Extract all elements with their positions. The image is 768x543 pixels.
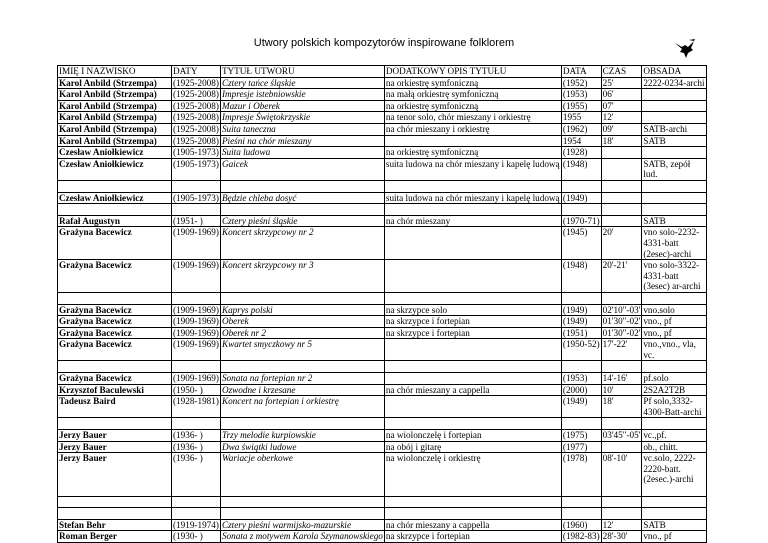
work-duration — [601, 147, 642, 159]
work-title: Cztery tańce śląskie — [220, 77, 384, 89]
work-title: Sonata z motywem Karola Szymanowskiego — [221, 531, 383, 542]
table-row — [58, 158, 707, 180]
composer-name: Grażyna Bacewicz — [58, 260, 172, 293]
composer-dates: (1909-1969) — [173, 316, 219, 327]
work-description: na orkiestrę symfoniczną — [384, 100, 561, 112]
spacer-cell — [384, 292, 561, 304]
work-scoring: SATB — [642, 215, 707, 227]
work-duration: 08'-10' — [601, 453, 642, 496]
table-row — [58, 519, 707, 531]
work-title: Kaprys polski — [220, 304, 384, 316]
work-scoring: vno solo-2232-4331-batt (2esec)-archi — [642, 227, 707, 260]
work-scoring: vno.solo — [642, 304, 707, 316]
work-duration: 03'45"-05' — [602, 430, 641, 441]
work-year: (1952) — [561, 77, 601, 89]
spacer-cell — [58, 496, 172, 508]
work-description: na wiolonczelę i fortepian — [384, 430, 561, 442]
spacer-cell — [384, 180, 561, 192]
work-year: (1960) — [561, 519, 601, 531]
table-row — [58, 327, 707, 339]
spacer-cell — [561, 361, 601, 373]
work-scoring — [642, 100, 707, 112]
work-duration — [601, 158, 642, 180]
work-scoring: vno.,vno., vla, vc. — [642, 339, 707, 361]
work-description: na chór mieszany a cappella — [384, 384, 561, 396]
work-title: Suita ludowa — [220, 147, 384, 159]
spacer-cell — [58, 180, 172, 192]
work-year: (1948) — [561, 260, 601, 293]
work-scoring — [642, 192, 707, 204]
spacer-cell — [58, 204, 172, 216]
composer-name: Grażyna Bacewicz — [58, 227, 172, 260]
work-scoring: pf.solo — [642, 373, 707, 385]
table-row — [58, 123, 707, 135]
work-description: na skrzypce i fortepian — [384, 316, 561, 328]
spacer-cell — [642, 508, 707, 520]
composer-name: Czesław Aniołkiewicz — [58, 147, 172, 159]
work-title: Cztery pieśni warmijsko-mazurskie — [220, 519, 384, 531]
page-title: Utwory polskich kompozytorów inspirowane folklorem — [253, 37, 515, 49]
header-time: CZAS — [601, 66, 642, 78]
work-duration: 14'-16' — [601, 373, 642, 385]
table-row — [58, 89, 707, 101]
composer-dates: (1909-1969) — [173, 327, 219, 338]
work-description: na skrzypce i fortepian — [384, 327, 561, 339]
spacer-cell — [220, 418, 384, 430]
work-year: (1949) — [561, 316, 601, 328]
table-row — [58, 453, 707, 496]
table-row — [58, 531, 707, 543]
work-year: (1949) — [561, 396, 601, 418]
work-year: (1982-83) — [562, 531, 600, 542]
composer-dates: (1925-2008) — [173, 135, 219, 146]
work-year: (1948) — [561, 158, 601, 180]
work-description: na chór mieszany i orkiestrę — [384, 123, 561, 135]
work-duration: 12' — [601, 519, 642, 531]
spacer-cell — [601, 508, 642, 520]
work-duration: 01'30"-02' — [602, 316, 641, 327]
work-duration: 18' — [601, 396, 642, 418]
table-row — [58, 135, 707, 147]
work-title: Kwartet smyczkowy nr 5 — [220, 339, 384, 361]
composer-name: Grażyna Bacewicz — [58, 339, 172, 361]
composer-dates: (1909-1969) — [172, 260, 221, 293]
spacer-cell — [642, 204, 707, 216]
work-year: (1978) — [561, 453, 601, 496]
work-title: Sonata na fortepian nr 2 — [220, 373, 384, 385]
spacer-cell — [561, 496, 601, 508]
work-duration: 02'10"-03' — [602, 304, 641, 315]
spacer-cell — [384, 496, 561, 508]
header-description: DODATKOWY OPIS TYTUŁU — [384, 66, 561, 78]
work-year: (1951) — [561, 327, 601, 339]
work-description: suita ludowa na chór mieszany i kapelę ludową — [385, 192, 560, 203]
work-duration: 20'-21' — [601, 260, 642, 293]
work-duration: 07' — [601, 100, 642, 112]
composer-name: Grażyna Bacewicz — [58, 373, 172, 385]
work-duration: 17'-22' — [601, 339, 642, 361]
work-title: Koncert skrzypcowy nr 3 — [220, 260, 384, 293]
table-row — [58, 304, 707, 316]
composer-dates: (1909-1969) — [172, 227, 221, 260]
work-title: Suita taneczna — [220, 123, 384, 135]
spacer-cell — [58, 418, 172, 430]
work-scoring: vno., pf — [642, 327, 707, 339]
header-dates: DATY — [172, 66, 221, 78]
work-year: (1962) — [561, 123, 601, 135]
spacer-cell — [58, 292, 172, 304]
work-description — [384, 260, 561, 293]
work-year: (1975) — [561, 430, 601, 442]
work-year: (1949) — [561, 192, 601, 204]
spacer-cell — [601, 292, 642, 304]
work-duration: 09' — [601, 123, 642, 135]
spacer-cell — [561, 180, 601, 192]
work-description: na małą orkiestrę symfoniczną — [384, 89, 561, 101]
work-description: suita ludowa na chór mieszany i kapelę ludową — [384, 158, 561, 180]
work-scoring — [642, 112, 707, 124]
spacer-cell — [172, 508, 221, 520]
table-row — [58, 339, 707, 361]
composer-name: Krzysztof Baculewski — [58, 384, 172, 396]
spacer-cell — [220, 508, 384, 520]
work-year: (1950-52) — [561, 339, 601, 361]
spacer-cell — [601, 204, 642, 216]
spacer-cell — [384, 361, 561, 373]
spacer-row — [58, 496, 707, 508]
composer-dates: (1950- ) — [172, 384, 221, 396]
spacer-cell — [172, 180, 221, 192]
spacer-cell — [58, 508, 172, 520]
composer-dates: (1925-2008) — [173, 123, 219, 134]
work-title: Ozwodne i krzesane — [220, 384, 384, 396]
work-year: (1945) — [561, 227, 601, 260]
spacer-cell — [601, 418, 642, 430]
composer-name: Jerzy Bauer — [58, 441, 172, 453]
spacer-row — [58, 180, 707, 192]
work-scoring: Pf solo,3332-4300-Batt-archi — [642, 396, 707, 418]
work-scoring: 2S2A2T2B — [642, 384, 707, 396]
composer-name: Tadeusz Baird — [58, 396, 172, 418]
spacer-cell — [561, 508, 601, 520]
composer-dates: (1928-1981) — [172, 396, 221, 418]
work-scoring: 2222-0234-archi — [642, 77, 707, 89]
work-scoring: SATB — [642, 135, 707, 147]
composer-name: Karol Anbild (Strzempa) — [58, 123, 172, 135]
header-scoring: OBSADA — [642, 66, 707, 78]
spacer-row — [58, 508, 707, 520]
work-description: na obój i gitarę — [384, 441, 561, 453]
composer-name: Karol Anbild (Strzempa) — [58, 77, 172, 89]
work-year: (1949) — [561, 304, 601, 316]
work-scoring: ob., chitt. — [642, 441, 707, 453]
table-row — [58, 215, 707, 227]
composer-name: Grażyna Bacewicz — [58, 316, 172, 328]
work-duration: 10' — [601, 384, 642, 396]
work-description: na skrzypce solo — [384, 304, 561, 316]
work-scoring — [642, 89, 707, 101]
table-row — [58, 430, 707, 442]
composer-name: Grażyna Bacewicz — [58, 304, 172, 316]
work-year: 1954 — [561, 135, 601, 147]
work-title: Impresje Świętokrzyskie — [220, 112, 384, 124]
table-row — [58, 100, 707, 112]
spacer-cell — [642, 361, 707, 373]
spacer-cell — [172, 204, 221, 216]
work-year: (1953) — [561, 89, 601, 101]
spacer-cell — [642, 496, 707, 508]
work-scoring: vno solo-3322-4331-batt (3esec) ar-archi — [642, 260, 707, 293]
table-row — [58, 77, 707, 89]
composer-dates: (1951- ) — [172, 215, 221, 227]
work-scoring: vc.solo, 2222-2220-batt.(2esec.)-archi — [642, 453, 707, 496]
work-year: (1970-71) — [562, 215, 600, 226]
composer-dates: (1936- ) — [172, 441, 221, 453]
work-duration: 01'30"-02' — [602, 327, 641, 338]
work-duration: 28'-30' — [601, 531, 642, 543]
composer-name: Karol Anbild (Strzempa) — [58, 135, 172, 147]
composer-dates: (1905-1973) — [173, 147, 219, 158]
composer-dates: (1919-1974) — [173, 519, 219, 530]
composer-dates: (1925-2008) — [173, 89, 219, 100]
work-description — [384, 396, 561, 418]
table-row — [58, 316, 707, 328]
work-description: na orkiestrę symfoniczną — [384, 77, 561, 89]
composers-table — [57, 65, 707, 543]
work-title: Koncert skrzypcowy nr 2 — [220, 227, 384, 260]
work-year: (1977) — [561, 441, 601, 453]
work-duration: 18' — [601, 135, 642, 147]
work-duration: 06' — [601, 89, 642, 101]
spacer-cell — [172, 292, 221, 304]
spacer-row — [58, 418, 707, 430]
work-description — [384, 227, 561, 260]
spacer-cell — [220, 292, 384, 304]
spacer-cell — [384, 204, 561, 216]
work-scoring: SATB-archi — [642, 123, 707, 135]
spacer-cell — [220, 204, 384, 216]
spacer-cell — [561, 204, 601, 216]
spacer-cell — [601, 361, 642, 373]
work-description: na chór mieszany a cappella — [384, 519, 561, 531]
table-row — [58, 441, 707, 453]
work-title: Cztery pieśni śląskie — [220, 215, 384, 227]
composer-dates: (1905-1973) — [172, 158, 221, 180]
work-scoring: SATB — [642, 519, 707, 531]
work-duration: 25' — [601, 77, 642, 89]
composer-dates: (1925-2008) — [173, 112, 219, 123]
work-scoring: SATB, zepół lud. — [642, 158, 707, 180]
work-year: 1955 — [561, 112, 601, 124]
spacer-cell — [642, 418, 707, 430]
composer-name: Roman Berger — [58, 531, 172, 543]
composer-name: Karol Anbild (Strzempa) — [58, 112, 172, 124]
work-title: Oberek — [220, 316, 384, 328]
composer-dates: (1925-2008) — [173, 100, 219, 111]
work-year: (1953) — [561, 373, 601, 385]
work-year: (2000) — [561, 384, 601, 396]
spacer-cell — [172, 496, 221, 508]
composer-name: Karol Anbild (Strzempa) — [58, 100, 172, 112]
bird-icon — [672, 36, 698, 62]
spacer-cell — [220, 361, 384, 373]
work-description: na skrzypce i fortepian — [384, 531, 561, 543]
table-row — [58, 373, 707, 385]
spacer-cell — [601, 180, 642, 192]
spacer-cell — [384, 418, 561, 430]
work-title: Mazur i Oberek — [220, 100, 384, 112]
composer-name: Rafał Augustyn — [58, 215, 172, 227]
composer-dates: (1930- ) — [172, 531, 221, 543]
composer-name: Jerzy Bauer — [58, 453, 172, 496]
header-year: DATA — [561, 66, 601, 78]
work-description — [384, 135, 561, 147]
spacer-cell — [220, 496, 384, 508]
work-title: Dwa świątki ludowe — [220, 441, 384, 453]
work-scoring: vno., pf — [642, 531, 707, 543]
spacer-row — [58, 361, 707, 373]
composer-name: Czesław Aniołkiewicz — [58, 192, 172, 204]
spacer-cell — [172, 418, 221, 430]
composer-name: Karol Anbild (Strzempa) — [58, 89, 172, 101]
table-row — [58, 396, 707, 418]
composer-dates: (1909-1969) — [173, 373, 219, 384]
work-duration — [601, 441, 642, 453]
work-scoring: vc.,pf. — [642, 430, 707, 442]
spacer-cell — [384, 508, 561, 520]
composer-dates: (1905-1973) — [173, 192, 219, 203]
table-row — [58, 147, 707, 159]
table-row — [58, 384, 707, 396]
work-title: Pieśni na chór mieszany — [220, 135, 384, 147]
spacer-cell — [172, 361, 221, 373]
work-scoring — [642, 147, 707, 159]
work-year: (1928) — [561, 147, 601, 159]
work-description: na tenor solo, chór mieszany i orkiestrę — [384, 112, 561, 124]
work-title: Gaicek — [220, 158, 384, 180]
spacer-cell — [220, 180, 384, 192]
spacer-cell — [642, 292, 707, 304]
work-year: (1955) — [561, 100, 601, 112]
table-header-row — [58, 66, 707, 78]
header-name: IMIĘ I NAZWISKO — [58, 66, 172, 78]
spacer-cell — [601, 496, 642, 508]
spacer-cell — [58, 361, 172, 373]
table-row — [58, 112, 707, 124]
header-title: TYTUŁ UTWORU — [220, 66, 384, 78]
work-description — [384, 373, 561, 385]
work-duration: 12' — [601, 112, 642, 124]
spacer-row — [58, 204, 707, 216]
work-title: Wariacje oberkowe — [220, 453, 384, 496]
spacer-cell — [642, 180, 707, 192]
composer-name: Jerzy Bauer — [58, 430, 172, 442]
composer-dates: (1909-1969) — [172, 339, 221, 361]
composer-name: Stefan Behr — [58, 519, 172, 531]
work-title: Impresje istebniowskie — [220, 89, 384, 101]
work-description: na orkiestrę symfoniczną — [384, 147, 561, 159]
work-title: Będzie chleba dosyć — [220, 192, 384, 204]
work-title: Koncert na fortepian i orkiestrę — [220, 396, 384, 418]
work-title: Trzy melodie kurpiowskie — [220, 430, 384, 442]
spacer-row — [58, 292, 707, 304]
table-row — [58, 227, 707, 260]
composer-dates: (1936- ) — [172, 430, 221, 442]
work-description — [384, 339, 561, 361]
work-duration: 20' — [601, 227, 642, 260]
spacer-cell — [561, 292, 601, 304]
table-row — [58, 260, 707, 293]
work-description: na chór mieszany — [384, 215, 561, 227]
composer-dates: (1936- ) — [172, 453, 221, 496]
work-duration — [601, 192, 642, 204]
composer-dates: (1909-1969) — [173, 304, 219, 315]
table-row — [58, 192, 707, 204]
composer-name: Czesław Aniołkiewicz — [58, 158, 172, 180]
work-scoring: vno., pf — [642, 316, 707, 328]
spacer-cell — [561, 418, 601, 430]
composer-name: Grażyna Bacewicz — [58, 327, 172, 339]
work-title: Oberek nr 2 — [220, 327, 384, 339]
composer-dates: (1925-2008) — [173, 77, 219, 88]
work-description: na wiolonczelę i orkiestrę — [384, 453, 561, 496]
work-duration — [601, 215, 642, 227]
